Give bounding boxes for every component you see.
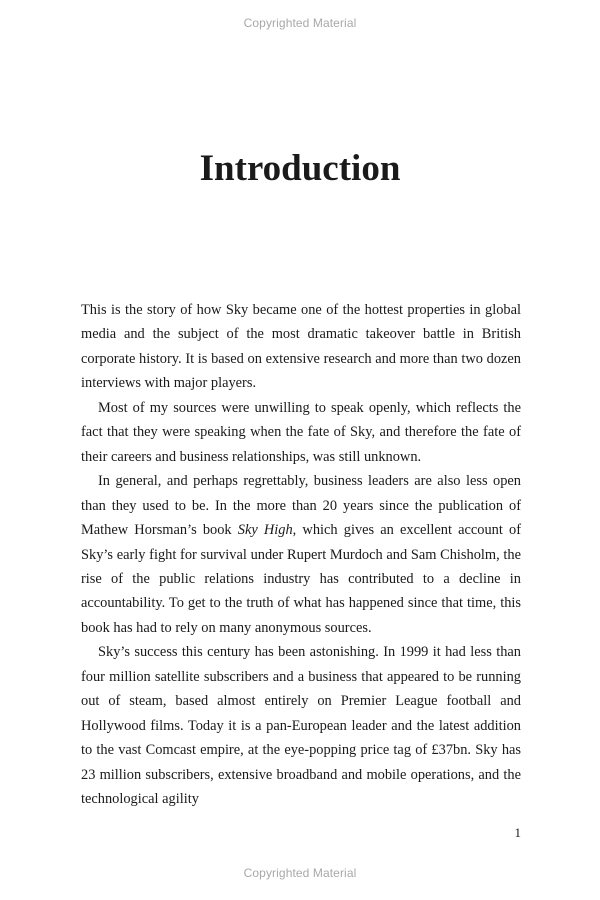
- paragraph-1: This is the story of how Sky became one of the hottest properties in global media and the subject of the most dramatic takeover battle in British corporate history. It is based on extensive research and more than two dozen interviews with major players.: [81, 302, 521, 392]
- chapter-title: Introduction: [199, 148, 401, 189]
- copyright-watermark-bottom: Copyrighted Material: [243, 866, 357, 880]
- body-text: [81, 298, 521, 812]
- paragraph-3-text-end: , which gives an excellent account of Sky’s early fight for survival under Rupert Murdoch and Sam Chisholm, the rise of the public relations industry has contributed to a decline in accountability. To get to the truth of what has happened since that time, this book has had to rely on many anonymous sources.: [81, 522, 521, 636]
- paragraph-3: [81, 469, 521, 640]
- paragraph-2: Most of my sources were unwilling to speak openly, which reflects the fact that they were speaking when the fate of Sky, and therefore the fate of their careers and business relationships, was still unknown.: [81, 399, 521, 465]
- paragraph-3-text-start: In general, and perhaps regrettably, business leaders are also less open than they used to be. In the more than 20 years since the publication of Mathew Horsman’s book: [81, 473, 521, 539]
- copyright-watermark-top: Copyrighted Material: [243, 16, 357, 30]
- paragraph-4: Sky’s success this century has been astonishing. In 1999 it had less than four million satellite subscribers and a business that appeared to be running out of steam, based almost entirely on Premier League football and Hollywood films. Today it is a pan-European leader and the latest addition to the vast Comcast empire, at the eye-popping price tag of £37bn. Sky has 23 million subscribers, extensive broadband and mobile operations, and the technological agility: [81, 644, 521, 808]
- page-number: 1: [514, 825, 521, 840]
- book-title-sky-high: Sky High: [237, 522, 293, 539]
